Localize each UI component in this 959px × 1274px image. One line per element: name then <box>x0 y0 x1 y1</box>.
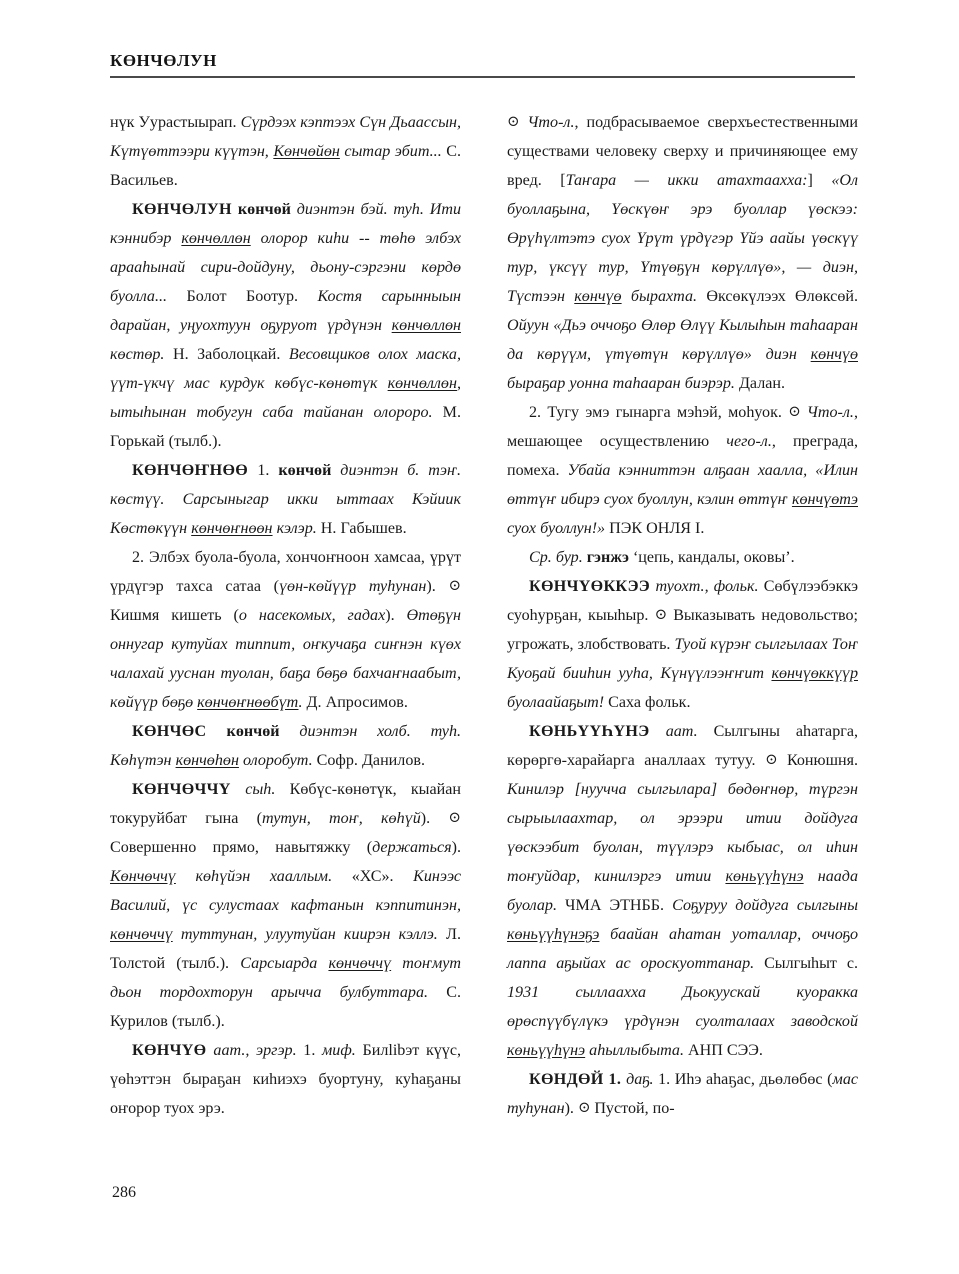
sense-marker-icon: ⊙ <box>448 810 461 826</box>
body-text: 2. Тугу эмэ гынарга мэһэй, моһуок. <box>529 404 789 421</box>
headword: КӨНЧӨҤНӨӨ <box>132 462 258 479</box>
italic-text: быраҕар уонна таһааран биэрэр. <box>507 375 739 392</box>
body-text: Далан. <box>738 375 786 392</box>
sense-marker-icon: ⊙ <box>507 114 528 130</box>
body-text: ). <box>564 1100 578 1117</box>
italic-text: буолаайаҕыт! <box>507 694 609 711</box>
italic-text: Ср. бур. <box>529 549 587 566</box>
body-text: 1. <box>303 1042 323 1059</box>
italic-text: диэнтэн бэй. туһ. <box>296 201 430 218</box>
italic-text: тоҥмут дьон тордохторун арычча булбуттара. <box>110 955 461 1001</box>
italic-text: ] бөдөҥнөр, түргэн сырыылаахтар, ол эрээри итии дойдуга үөскээбит буолан, түүлэрэ кыбыас, ол иһин тоҥуйдар, кинилэргэ итии <box>507 781 858 885</box>
body-text: Өксөкүлээх Өлөксөй. <box>706 288 858 305</box>
body-text: Д. Апросимов. <box>306 694 408 711</box>
entry-konchuo-compare <box>507 543 858 572</box>
italic-text: мас туһунан <box>507 1071 859 1117</box>
body-text: Н. Заболоцкай. <box>172 346 289 363</box>
italic-text: тутун, тоҥ, көһүй <box>262 810 421 827</box>
italic-text: аат. <box>665 723 714 740</box>
entry-konyuuhune <box>507 717 858 1065</box>
entry-konchollon-tail <box>110 108 461 195</box>
italic-text: о насекомых, гадах <box>238 607 386 624</box>
entry-konchochchu <box>110 775 461 1036</box>
right-column <box>507 108 858 1123</box>
body-text: Сөбүлээбэккэ суоһурҕан, кыыһыр. <box>507 578 858 624</box>
italic-text: сыһ. <box>245 781 290 798</box>
page-number: 286 <box>112 1184 136 1201</box>
underlined-term[interactable]: көнчөллөн <box>391 317 461 334</box>
headword: КӨНЧӨС <box>132 723 227 740</box>
underlined-term[interactable]: Көнчөйөн <box>273 143 340 160</box>
underlined-term[interactable]: көньүүһүнэҕэ <box>507 926 600 943</box>
sense-marker-icon: ⊙ <box>654 607 674 623</box>
body-text: ). <box>451 839 461 856</box>
italic-text: Что-л. <box>806 404 854 421</box>
sense-marker-icon: ⊙ <box>765 752 787 768</box>
body-text: 2. Элбэх буола-буола, хончоҥноон хамсаа, үрүт үрдүгэр тахса сатаа ( <box>110 549 461 595</box>
underlined-term[interactable]: көньүүһүнэ <box>725 868 804 885</box>
bold-term: көнчөй <box>237 201 297 218</box>
underlined-term[interactable]: көнчөҥнөөн <box>191 520 273 537</box>
italic-text: сытар эбит... <box>339 143 447 160</box>
body-text: Конюшня. <box>786 752 858 769</box>
body-text: ). <box>426 578 449 595</box>
italic-text: көстөр. <box>110 346 173 363</box>
body-text: Болот Боотур. <box>186 288 318 305</box>
italic-text: Что-л. <box>527 114 575 131</box>
body-text: , мешающее осуществлению <box>507 404 858 450</box>
body-text: С. Курилов (тылб.). <box>110 984 461 1030</box>
underlined-term[interactable]: көнчөччү <box>110 926 173 943</box>
underlined-term[interactable]: көнчүөтэ <box>791 491 858 508</box>
underlined-term[interactable]: көнчөҥнөөбүт <box>197 694 299 711</box>
italic-text: Өтөҕүн оннугар кутуйах типпит, оҥкучаҕа сиҥнэн күөх чалахай ууcнан туолан, баҕа бөҕө бахчаҥнаабыт, көйүүр бөҕө <box>110 607 462 711</box>
italic-text: бырахта. <box>621 288 707 305</box>
italic-text: туттунан, улуутуйан киирэн кэллэ. <box>172 926 447 943</box>
body-text: ПЭК ОНЛЯ I. <box>609 520 705 537</box>
italic-text: Кинээс Василий, үс сулустаах кафтанын кэппитинэн, <box>110 868 462 914</box>
italic-text: , ытыһынан тобугун саба тайанан олороро. <box>110 375 461 421</box>
headword: КӨНЧӨЛУН <box>132 201 238 218</box>
italic-text: Соҕуруу дойдуга сылгыны <box>672 897 859 914</box>
column-container <box>110 108 858 1123</box>
body-text: М. Горькай (тылб.). <box>110 404 461 450</box>
underlined-term[interactable]: көнчөллөн <box>387 375 457 392</box>
body-text: , подбрасываемое сверхъестественными существами человеку сверху и причиняющее ему вред. [ <box>507 114 858 189</box>
left-column <box>110 108 461 1123</box>
italic-text: . <box>298 694 307 711</box>
entry-kondoy <box>507 1065 858 1123</box>
bold-term: көнчөй <box>226 723 300 740</box>
body-text: АНП СЭЭ. <box>688 1042 763 1059</box>
body-text: С. Васильев. <box>110 143 461 189</box>
entry-konchuokkee <box>507 572 858 717</box>
italic-text: Убайа кэнниттэн алҕаан хаалла, «Илин өттүҥ ибирэ суох буоллун, кэлин өттүҥ <box>507 462 858 508</box>
underlined-term[interactable]: Көнчөччү <box>110 868 176 885</box>
underlined-term[interactable]: көнчөллөн <box>181 230 251 247</box>
body-text: ). <box>385 607 407 624</box>
entry-konchuo <box>110 1036 461 1123</box>
italic-text: баайан аһатан уоталлар, оччоҕо лаппа аҕыйах ас ороскуоттанар. <box>507 926 858 972</box>
entry-konchonnoo-2 <box>110 543 461 717</box>
body-text: Л. Толстой (тылб.). <box>110 926 461 972</box>
underlined-term[interactable]: көнчүө <box>810 346 858 363</box>
body-text: Көбүс-көнөтүк, кыайан токуруйбат гына ( <box>110 781 461 827</box>
sense-marker-icon: ⊙ <box>448 578 462 594</box>
italic-text: диэнтэн холб. туһ. <box>299 723 462 740</box>
italic-text: нуучча сылгылара <box>580 781 711 798</box>
body-text: 1. Иһэ аһаҕас, дьөлөбөс ( <box>658 1071 833 1088</box>
body-text: ‘цепь, кандалы, оковы’. <box>632 549 795 566</box>
underlined-term[interactable]: көнчүө <box>574 288 622 305</box>
header-rule <box>110 76 855 78</box>
italic-text: Сарсыарда <box>240 955 329 972</box>
italic-text: көһүйэн хааллым. <box>175 868 352 885</box>
entry-konchuo-sense1-ru <box>507 108 858 398</box>
body-text: Софр. Данилов. <box>316 752 425 769</box>
italic-text: туохт., фольк. <box>655 578 764 595</box>
italic-text: үөн-көйүүр туһунан <box>278 578 427 595</box>
body-text: «ХС». <box>351 868 414 885</box>
body-text: Совершенно прямо, навытяжку ( <box>110 839 373 856</box>
entry-konchos <box>110 717 461 775</box>
italic-text: аат., эргэр. <box>213 1042 304 1059</box>
sense-marker-icon: ⊙ <box>788 404 807 420</box>
italic-text: Туой күрэҥ сылгылаах Тоҥ Куоҕай бииһин ууһа, Күнүүлээҥҥит <box>507 636 858 682</box>
bold-term: гэнжэ <box>586 549 633 566</box>
entry-konchuo-sense2 <box>507 398 858 543</box>
italic-text: Ити кэннибэр <box>110 201 461 247</box>
italic-text: наада буолар. <box>507 868 858 914</box>
italic-text: Весовщиков олох маска, үүт-үкчү мас курдук көбүс-көнөтүк <box>110 346 461 392</box>
sense-marker-icon: ⊙ <box>577 1100 595 1116</box>
body-text: Выказывать недовольство; угрожать, злобствовать. <box>507 607 858 653</box>
running-head <box>110 52 855 78</box>
body-text: Н. Габышев. <box>320 520 407 537</box>
italic-text: держаться <box>372 839 452 856</box>
italic-text: кэлэр. <box>272 520 321 537</box>
headword: КӨНДӨЙ 1. <box>529 1071 627 1088</box>
italic-text: олорор киһи -- төһө элбэх арааһынай сири-дойдуну, дьону-сэргэни көрдө буолла... <box>110 230 461 305</box>
italic-text: чего-л. <box>726 433 772 450</box>
italic-text: Костя сарынныын дарайан, уңуохтуун оҕуруот үрдүнэн <box>110 288 461 334</box>
underlined-term[interactable]: көнчүөккүүр <box>771 665 858 682</box>
italic-text: суох буоллун!» <box>507 520 610 537</box>
body-text: ). <box>420 810 449 827</box>
running-head-title: КӨНЧӨЛУН <box>110 51 217 70</box>
body-text: Саха фольк. <box>608 694 691 711</box>
italic-text: Ойуун «Дьэ оччоҕо Өлөр Өлүү Кылыһын таһааран да көрүүм, үтүөтүн көрүллүө» диэн <box>507 317 858 363</box>
italic-text: Таҥара — икки атахтаахха: <box>565 172 808 189</box>
italic-text: Көһүтэн <box>110 752 176 769</box>
entry-konchonnoo-1 <box>110 456 461 543</box>
bold-term: көнчөй <box>278 462 341 479</box>
entry-koncholun <box>110 195 461 456</box>
underlined-term[interactable]: көнчөччү <box>328 955 392 972</box>
body-text: Кишмя кишеть ( <box>110 607 239 624</box>
italic-text: олоробут. <box>238 752 317 769</box>
body-text: ] <box>807 172 832 189</box>
headword: КӨНЧӨЧЧҮ <box>132 781 246 798</box>
body-text: Сылгыны аһатарга, көрөргө-харайарга аналлаах тутуу. <box>507 723 859 769</box>
underlined-term[interactable]: көньүүһүнэ <box>507 1042 586 1059</box>
italic-text: аһыллыбыта. <box>585 1042 689 1059</box>
italic-text: диэнтэн б. тэҥ. көстүү. Сарсыныгар икки ыттаах Кэйиик Көстөкүүн <box>110 462 462 537</box>
italic-text: Сүрдээх кэптээх Сүн Дьаассын, Күтүөттээри күүтэн, <box>110 114 461 160</box>
body-text: 1. <box>257 462 279 479</box>
headword: КӨНЧҮӨ <box>132 1042 214 1059</box>
body-text: Пустой, по- <box>594 1100 675 1117</box>
headword: КӨНЧҮӨККЭЭ <box>529 578 656 595</box>
body-text: ЧМА ЭТНББ. <box>565 897 673 914</box>
body-text: Билlibэт күүс, үөһэттэн быраҕан киһиэхэ буортуну, куһаҕаны оҥорор туох эрэ. <box>110 1042 462 1117</box>
italic-text: 1931 сыллаахха Дьокуускай куоракка өрөспүүбүлүкэ үрдүнэн суолталаах заводской <box>507 984 858 1030</box>
body-text: , преграда, помеха. <box>507 433 859 479</box>
underlined-term[interactable]: көнчөһөн <box>175 752 239 769</box>
italic-text: миф. <box>322 1042 363 1059</box>
italic-text: Кинилэр [ <box>507 781 581 798</box>
body-text: Сылгыһыт с. <box>764 955 858 972</box>
italic-text: даҕ. <box>626 1071 659 1088</box>
headword: КӨНЬҮҮҺҮНЭ <box>529 723 666 740</box>
italic-text: «Ол буоллаҕына, Үөскүөҥ эрэ буоллар үөскээ: Өрүһүлтэтэ суох Үрүт үрдүгэр Үйэ аайы үөскүү тур, үксүү тур, Үтүөҕүн көрүллүө», — диэн, Түстээн <box>507 172 858 305</box>
body-text: нүк Уурастыырап. <box>110 114 241 131</box>
